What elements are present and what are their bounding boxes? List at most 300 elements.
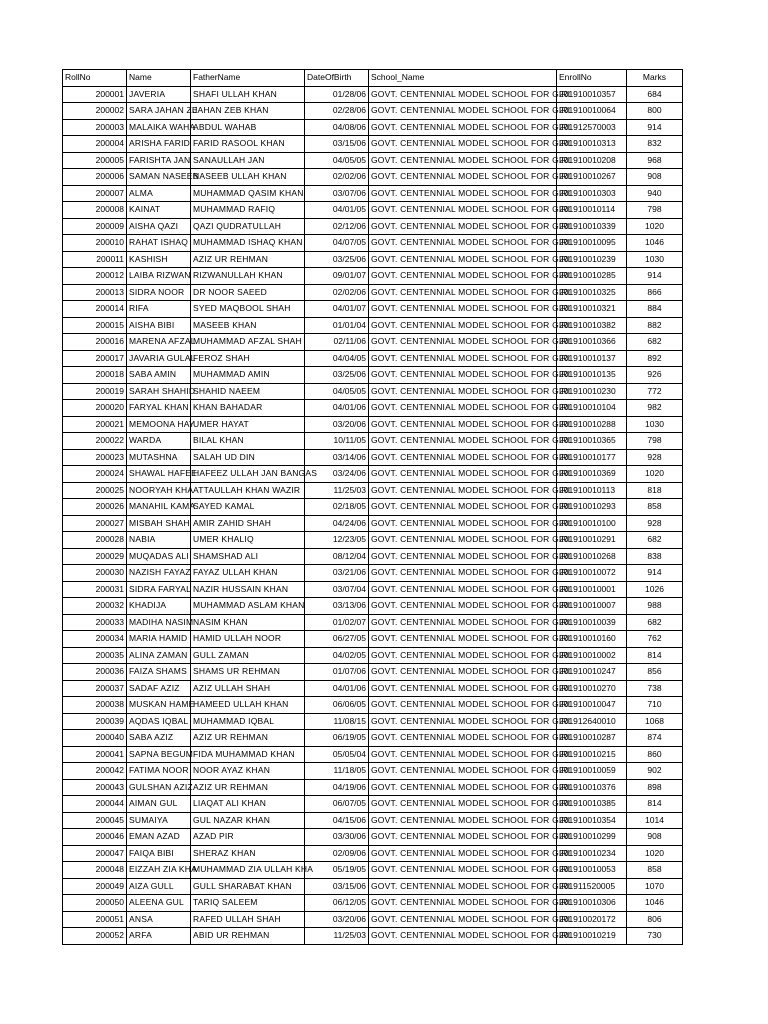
- enrollno-cell[interactable]: 201910010095: [557, 235, 627, 252]
- fathername-cell[interactable]: HAMEED ULLAH KHAN: [191, 697, 305, 714]
- fathername-cell[interactable]: ATTAULLAH KHAN WAZIR: [191, 482, 305, 499]
- enrollno-cell[interactable]: 201910010354: [557, 812, 627, 829]
- dob-cell[interactable]: 03/14/06: [305, 449, 369, 466]
- name-cell[interactable]: ARISHA FARID: [127, 136, 191, 153]
- enrollno-cell[interactable]: 201910010339: [557, 218, 627, 235]
- fathername-cell[interactable]: MUHAMMAD ASLAM KHAN: [191, 598, 305, 615]
- dob-cell[interactable]: 04/01/05: [305, 202, 369, 219]
- name-cell[interactable]: SAMAN NASEEB: [127, 169, 191, 186]
- marks-cell[interactable]: 908: [627, 169, 683, 186]
- name-cell[interactable]: LAIBA RIZWAN: [127, 268, 191, 285]
- enrollno-cell[interactable]: 201910010293: [557, 499, 627, 516]
- rollno-cell[interactable]: 200030: [63, 565, 127, 582]
- fathername-cell[interactable]: SHAMS UR REHMAN: [191, 664, 305, 681]
- enrollno-cell[interactable]: 201910010104: [557, 400, 627, 417]
- rollno-cell[interactable]: 200011: [63, 251, 127, 268]
- rollno-cell[interactable]: 200009: [63, 218, 127, 235]
- dob-cell[interactable]: 04/01/07: [305, 301, 369, 318]
- fathername-cell[interactable]: MUHAMMAD ISHAQ KHAN: [191, 235, 305, 252]
- rollno-cell[interactable]: 200044: [63, 796, 127, 813]
- fathername-cell[interactable]: SANAULLAH JAN: [191, 152, 305, 169]
- school-cell[interactable]: GOVT. CENTENNIAL MODEL SCHOOL FOR GIRL: [369, 598, 557, 615]
- fathername-cell[interactable]: NASEEB ULLAH KHAN: [191, 169, 305, 186]
- fathername-cell[interactable]: SHERAZ KHAN: [191, 845, 305, 862]
- enrollno-cell[interactable]: 201912570003: [557, 119, 627, 136]
- name-cell[interactable]: MUQADAS ALI: [127, 548, 191, 565]
- rollno-cell[interactable]: 200024: [63, 466, 127, 483]
- enrollno-cell[interactable]: 201910010234: [557, 845, 627, 862]
- fathername-cell[interactable]: GUL NAZAR KHAN: [191, 812, 305, 829]
- fathername-cell[interactable]: SHAFI ULLAH KHAN: [191, 86, 305, 103]
- enrollno-cell[interactable]: 201910010047: [557, 697, 627, 714]
- marks-cell[interactable]: 832: [627, 136, 683, 153]
- school-cell[interactable]: GOVT. CENTENNIAL MODEL SCHOOL FOR GIRL: [369, 515, 557, 532]
- enrollno-cell[interactable]: 201910010113: [557, 482, 627, 499]
- name-cell[interactable]: ALINA ZAMAN: [127, 647, 191, 664]
- fathername-cell[interactable]: SALAH UD DIN: [191, 449, 305, 466]
- enrollno-cell[interactable]: 201910010064: [557, 103, 627, 120]
- dob-cell[interactable]: 04/08/06: [305, 119, 369, 136]
- school-cell[interactable]: GOVT. CENTENNIAL MODEL SCHOOL FOR GIRL: [369, 367, 557, 384]
- school-cell[interactable]: GOVT. CENTENNIAL MODEL SCHOOL FOR GIRL: [369, 911, 557, 928]
- school-cell[interactable]: GOVT. CENTENNIAL MODEL SCHOOL FOR GIRL: [369, 796, 557, 813]
- fathername-cell[interactable]: SHAHID NAEEM: [191, 383, 305, 400]
- rollno-cell[interactable]: 200046: [63, 829, 127, 846]
- marks-cell[interactable]: 800: [627, 103, 683, 120]
- school-cell[interactable]: GOVT. CENTENNIAL MODEL SCHOOL FOR GIRL: [369, 647, 557, 664]
- school-cell[interactable]: GOVT. CENTENNIAL MODEL SCHOOL FOR GIRL: [369, 845, 557, 862]
- rollno-cell[interactable]: 200025: [63, 482, 127, 499]
- enrollno-cell[interactable]: 201910010247: [557, 664, 627, 681]
- col-header-school-name[interactable]: School_Name: [369, 70, 557, 87]
- rollno-cell[interactable]: 200032: [63, 598, 127, 615]
- marks-cell[interactable]: 1026: [627, 581, 683, 598]
- school-cell[interactable]: GOVT. CENTENNIAL MODEL SCHOOL FOR GIRL: [369, 812, 557, 829]
- rollno-cell[interactable]: 200001: [63, 86, 127, 103]
- marks-cell[interactable]: 914: [627, 119, 683, 136]
- rollno-cell[interactable]: 200043: [63, 779, 127, 796]
- dob-cell[interactable]: 04/15/06: [305, 812, 369, 829]
- dob-cell[interactable]: 04/05/05: [305, 152, 369, 169]
- enrollno-cell[interactable]: 201910010239: [557, 251, 627, 268]
- fathername-cell[interactable]: MUHAMMAD AFZAL SHAH: [191, 334, 305, 351]
- name-cell[interactable]: SAPNA BEGUM: [127, 746, 191, 763]
- fathername-cell[interactable]: BILAL KHAN: [191, 433, 305, 450]
- dob-cell[interactable]: 02/28/06: [305, 103, 369, 120]
- rollno-cell[interactable]: 200038: [63, 697, 127, 714]
- dob-cell[interactable]: 11/25/03: [305, 928, 369, 945]
- dob-cell[interactable]: 05/05/04: [305, 746, 369, 763]
- school-cell[interactable]: GOVT. CENTENNIAL MODEL SCHOOL FOR GIRL: [369, 532, 557, 549]
- col-header-rollno[interactable]: RollNo: [63, 70, 127, 87]
- marks-cell[interactable]: 1030: [627, 251, 683, 268]
- marks-cell[interactable]: 730: [627, 928, 683, 945]
- dob-cell[interactable]: 12/23/05: [305, 532, 369, 549]
- marks-cell[interactable]: 982: [627, 400, 683, 417]
- school-cell[interactable]: GOVT. CENTENNIAL MODEL SCHOOL FOR GIRL: [369, 268, 557, 285]
- enrollno-cell[interactable]: 201910010285: [557, 268, 627, 285]
- rollno-cell[interactable]: 200051: [63, 911, 127, 928]
- enrollno-cell[interactable]: 201910010299: [557, 829, 627, 846]
- dob-cell[interactable]: 03/25/06: [305, 367, 369, 384]
- col-header-name[interactable]: Name: [127, 70, 191, 87]
- marks-cell[interactable]: 1014: [627, 812, 683, 829]
- fathername-cell[interactable]: QAZI QUDRATULLAH: [191, 218, 305, 235]
- marks-cell[interactable]: 908: [627, 829, 683, 846]
- rollno-cell[interactable]: 200010: [63, 235, 127, 252]
- enrollno-cell[interactable]: 201910010219: [557, 928, 627, 945]
- rollno-cell[interactable]: 200016: [63, 334, 127, 351]
- marks-cell[interactable]: 798: [627, 202, 683, 219]
- rollno-cell[interactable]: 200004: [63, 136, 127, 153]
- name-cell[interactable]: ALEENA GUL: [127, 895, 191, 912]
- marks-cell[interactable]: 682: [627, 614, 683, 631]
- rollno-cell[interactable]: 200002: [63, 103, 127, 120]
- name-cell[interactable]: SHAWAL HAFEE: [127, 466, 191, 483]
- school-cell[interactable]: GOVT. CENTENNIAL MODEL SCHOOL FOR GIRL: [369, 862, 557, 879]
- rollno-cell[interactable]: 200047: [63, 845, 127, 862]
- fathername-cell[interactable]: AZAD PIR: [191, 829, 305, 846]
- name-cell[interactable]: GULSHAN AZIZ: [127, 779, 191, 796]
- dob-cell[interactable]: 01/28/06: [305, 86, 369, 103]
- rollno-cell[interactable]: 200017: [63, 350, 127, 367]
- name-cell[interactable]: ANSA: [127, 911, 191, 928]
- enrollno-cell[interactable]: 201910010325: [557, 284, 627, 301]
- fathername-cell[interactable]: NOOR AYAZ KHAN: [191, 763, 305, 780]
- fathername-cell[interactable]: FIDA MUHAMMAD KHAN: [191, 746, 305, 763]
- name-cell[interactable]: SADAF AZIZ: [127, 680, 191, 697]
- rollno-cell[interactable]: 200052: [63, 928, 127, 945]
- name-cell[interactable]: KHADIJA: [127, 598, 191, 615]
- fathername-cell[interactable]: MASEEB KHAN: [191, 317, 305, 334]
- fathername-cell[interactable]: NASIM KHAN: [191, 614, 305, 631]
- marks-cell[interactable]: 838: [627, 548, 683, 565]
- dob-cell[interactable]: 03/07/04: [305, 581, 369, 598]
- enrollno-cell[interactable]: 201910010382: [557, 317, 627, 334]
- name-cell[interactable]: SUMAIYA: [127, 812, 191, 829]
- fathername-cell[interactable]: UMER KHALIQ: [191, 532, 305, 549]
- school-cell[interactable]: GOVT. CENTENNIAL MODEL SCHOOL FOR GIRL: [369, 136, 557, 153]
- marks-cell[interactable]: 798: [627, 433, 683, 450]
- fathername-cell[interactable]: FARID RASOOL KHAN: [191, 136, 305, 153]
- school-cell[interactable]: GOVT. CENTENNIAL MODEL SCHOOL FOR GIRL: [369, 317, 557, 334]
- name-cell[interactable]: JAVARIA GULAL: [127, 350, 191, 367]
- rollno-cell[interactable]: 200007: [63, 185, 127, 202]
- enrollno-cell[interactable]: 201910010001: [557, 581, 627, 598]
- marks-cell[interactable]: 814: [627, 796, 683, 813]
- school-cell[interactable]: GOVT. CENTENNIAL MODEL SCHOOL FOR GIRL: [369, 928, 557, 945]
- name-cell[interactable]: SARAH SHAHID: [127, 383, 191, 400]
- dob-cell[interactable]: 04/05/05: [305, 383, 369, 400]
- name-cell[interactable]: RIFA: [127, 301, 191, 318]
- school-cell[interactable]: GOVT. CENTENNIAL MODEL SCHOOL FOR GIRL: [369, 482, 557, 499]
- school-cell[interactable]: GOVT. CENTENNIAL MODEL SCHOOL FOR GIRL: [369, 334, 557, 351]
- name-cell[interactable]: SIDRA NOOR: [127, 284, 191, 301]
- school-cell[interactable]: GOVT. CENTENNIAL MODEL SCHOOL FOR GIRL: [369, 713, 557, 730]
- school-cell[interactable]: GOVT. CENTENNIAL MODEL SCHOOL FOR GIRL: [369, 581, 557, 598]
- fathername-cell[interactable]: TARIQ SALEEM: [191, 895, 305, 912]
- rollno-cell[interactable]: 200031: [63, 581, 127, 598]
- school-cell[interactable]: GOVT. CENTENNIAL MODEL SCHOOL FOR GIRL: [369, 614, 557, 631]
- enrollno-cell[interactable]: 201910020172: [557, 911, 627, 928]
- dob-cell[interactable]: 03/24/06: [305, 466, 369, 483]
- school-cell[interactable]: GOVT. CENTENNIAL MODEL SCHOOL FOR GIRL: [369, 779, 557, 796]
- enrollno-cell[interactable]: 201910010177: [557, 449, 627, 466]
- rollno-cell[interactable]: 200020: [63, 400, 127, 417]
- rollno-cell[interactable]: 200029: [63, 548, 127, 565]
- marks-cell[interactable]: 940: [627, 185, 683, 202]
- school-cell[interactable]: GOVT. CENTENNIAL MODEL SCHOOL FOR GIRL: [369, 86, 557, 103]
- school-cell[interactable]: GOVT. CENTENNIAL MODEL SCHOOL FOR GIRL: [369, 350, 557, 367]
- name-cell[interactable]: SARA JAHAN ZE: [127, 103, 191, 120]
- fathername-cell[interactable]: FAYAZ ULLAH KHAN: [191, 565, 305, 582]
- marks-cell[interactable]: 1046: [627, 895, 683, 912]
- name-cell[interactable]: MUTASHNA: [127, 449, 191, 466]
- marks-cell[interactable]: 1046: [627, 235, 683, 252]
- enrollno-cell[interactable]: 201910010002: [557, 647, 627, 664]
- col-header-dateofbirth[interactable]: DateOfBirth: [305, 70, 369, 87]
- rollno-cell[interactable]: 200041: [63, 746, 127, 763]
- school-cell[interactable]: GOVT. CENTENNIAL MODEL SCHOOL FOR GIRL: [369, 400, 557, 417]
- fathername-cell[interactable]: RAFED ULLAH SHAH: [191, 911, 305, 928]
- school-cell[interactable]: GOVT. CENTENNIAL MODEL SCHOOL FOR GIRL: [369, 383, 557, 400]
- name-cell[interactable]: SABA AMIN: [127, 367, 191, 384]
- school-cell[interactable]: GOVT. CENTENNIAL MODEL SCHOOL FOR GIRL: [369, 680, 557, 697]
- enrollno-cell[interactable]: 201910010114: [557, 202, 627, 219]
- enrollno-cell[interactable]: 201910010059: [557, 763, 627, 780]
- name-cell[interactable]: FARISHTA JAN: [127, 152, 191, 169]
- enrollno-cell[interactable]: 201910010321: [557, 301, 627, 318]
- enrollno-cell[interactable]: 201910010291: [557, 532, 627, 549]
- marks-cell[interactable]: 858: [627, 862, 683, 879]
- rollno-cell[interactable]: 200036: [63, 664, 127, 681]
- enrollno-cell[interactable]: 201910010365: [557, 433, 627, 450]
- fathername-cell[interactable]: SHAMSHAD ALI: [191, 548, 305, 565]
- name-cell[interactable]: RAHAT ISHAQ: [127, 235, 191, 252]
- rollno-cell[interactable]: 200039: [63, 713, 127, 730]
- enrollno-cell[interactable]: 201910010208: [557, 152, 627, 169]
- fathername-cell[interactable]: MUHAMMAD ZIA ULLAH KHA: [191, 862, 305, 879]
- name-cell[interactable]: EMAN AZAD: [127, 829, 191, 846]
- dob-cell[interactable]: 03/07/06: [305, 185, 369, 202]
- school-cell[interactable]: GOVT. CENTENNIAL MODEL SCHOOL FOR GIRL: [369, 829, 557, 846]
- rollno-cell[interactable]: 200050: [63, 895, 127, 912]
- name-cell[interactable]: FAIZA SHAMS: [127, 664, 191, 681]
- dob-cell[interactable]: 05/19/05: [305, 862, 369, 879]
- name-cell[interactable]: FARYAL KHAN: [127, 400, 191, 417]
- name-cell[interactable]: ALMA: [127, 185, 191, 202]
- dob-cell[interactable]: 03/13/06: [305, 598, 369, 615]
- fathername-cell[interactable]: HAFEEZ ULLAH JAN BANGAS: [191, 466, 305, 483]
- fathername-cell[interactable]: DR NOOR SAEED: [191, 284, 305, 301]
- name-cell[interactable]: FAIQA BIBI: [127, 845, 191, 862]
- rollno-cell[interactable]: 200042: [63, 763, 127, 780]
- marks-cell[interactable]: 682: [627, 532, 683, 549]
- rollno-cell[interactable]: 200018: [63, 367, 127, 384]
- rollno-cell[interactable]: 200008: [63, 202, 127, 219]
- marks-cell[interactable]: 1020: [627, 845, 683, 862]
- school-cell[interactable]: GOVT. CENTENNIAL MODEL SCHOOL FOR GIRL: [369, 301, 557, 318]
- enrollno-cell[interactable]: 201910010267: [557, 169, 627, 186]
- marks-cell[interactable]: 902: [627, 763, 683, 780]
- dob-cell[interactable]: 02/11/06: [305, 334, 369, 351]
- name-cell[interactable]: JAVERIA: [127, 86, 191, 103]
- school-cell[interactable]: GOVT. CENTENNIAL MODEL SCHOOL FOR GIRL: [369, 103, 557, 120]
- name-cell[interactable]: AIMAN GUL: [127, 796, 191, 813]
- name-cell[interactable]: NAZISH FAYAZ: [127, 565, 191, 582]
- fathername-cell[interactable]: MUHAMMAD AMIN: [191, 367, 305, 384]
- enrollno-cell[interactable]: 201910010100: [557, 515, 627, 532]
- enrollno-cell[interactable]: 201910010366: [557, 334, 627, 351]
- name-cell[interactable]: EIZZAH ZIA KHA: [127, 862, 191, 879]
- school-cell[interactable]: GOVT. CENTENNIAL MODEL SCHOOL FOR GIRL: [369, 499, 557, 516]
- rollno-cell[interactable]: 200003: [63, 119, 127, 136]
- name-cell[interactable]: SABA AZIZ: [127, 730, 191, 747]
- rollno-cell[interactable]: 200040: [63, 730, 127, 747]
- rollno-cell[interactable]: 200037: [63, 680, 127, 697]
- enrollno-cell[interactable]: 201910010160: [557, 631, 627, 648]
- marks-cell[interactable]: 772: [627, 383, 683, 400]
- rollno-cell[interactable]: 200014: [63, 301, 127, 318]
- enrollno-cell[interactable]: 201910010230: [557, 383, 627, 400]
- enrollno-cell[interactable]: 201910010053: [557, 862, 627, 879]
- fathername-cell[interactable]: HAMID ULLAH NOOR: [191, 631, 305, 648]
- enrollno-cell[interactable]: 201910010313: [557, 136, 627, 153]
- rollno-cell[interactable]: 200006: [63, 169, 127, 186]
- enrollno-cell[interactable]: 201910010215: [557, 746, 627, 763]
- dob-cell[interactable]: 06/06/05: [305, 697, 369, 714]
- rollno-cell[interactable]: 200013: [63, 284, 127, 301]
- dob-cell[interactable]: 04/19/06: [305, 779, 369, 796]
- enrollno-cell[interactable]: 201910010270: [557, 680, 627, 697]
- dob-cell[interactable]: 09/01/07: [305, 268, 369, 285]
- name-cell[interactable]: AISHA BIBI: [127, 317, 191, 334]
- dob-cell[interactable]: 06/27/05: [305, 631, 369, 648]
- name-cell[interactable]: MARENA AFZAL: [127, 334, 191, 351]
- enrollno-cell[interactable]: 201910010287: [557, 730, 627, 747]
- dob-cell[interactable]: 02/18/05: [305, 499, 369, 516]
- school-cell[interactable]: GOVT. CENTENNIAL MODEL SCHOOL FOR GIRL: [369, 251, 557, 268]
- marks-cell[interactable]: 866: [627, 284, 683, 301]
- rollno-cell[interactable]: 200023: [63, 449, 127, 466]
- marks-cell[interactable]: 1020: [627, 466, 683, 483]
- fathername-cell[interactable]: SYED MAQBOOL SHAH: [191, 301, 305, 318]
- enrollno-cell[interactable]: 201910010376: [557, 779, 627, 796]
- dob-cell[interactable]: 03/21/06: [305, 565, 369, 582]
- marks-cell[interactable]: 1068: [627, 713, 683, 730]
- dob-cell[interactable]: 04/24/06: [305, 515, 369, 532]
- rollno-cell[interactable]: 200005: [63, 152, 127, 169]
- name-cell[interactable]: AIZA GULL: [127, 878, 191, 895]
- school-cell[interactable]: GOVT. CENTENNIAL MODEL SCHOOL FOR GIRL: [369, 895, 557, 912]
- dob-cell[interactable]: 03/15/06: [305, 136, 369, 153]
- rollno-cell[interactable]: 200034: [63, 631, 127, 648]
- rollno-cell[interactable]: 200045: [63, 812, 127, 829]
- rollno-cell[interactable]: 200019: [63, 383, 127, 400]
- marks-cell[interactable]: 738: [627, 680, 683, 697]
- school-cell[interactable]: GOVT. CENTENNIAL MODEL SCHOOL FOR GIRL: [369, 565, 557, 582]
- dob-cell[interactable]: 11/18/05: [305, 763, 369, 780]
- enrollno-cell[interactable]: 201910010385: [557, 796, 627, 813]
- enrollno-cell[interactable]: 201910010039: [557, 614, 627, 631]
- fathername-cell[interactable]: SAYED KAMAL: [191, 499, 305, 516]
- marks-cell[interactable]: 892: [627, 350, 683, 367]
- fathername-cell[interactable]: MUHAMMAD IQBAL: [191, 713, 305, 730]
- school-cell[interactable]: GOVT. CENTENNIAL MODEL SCHOOL FOR GIRL: [369, 878, 557, 895]
- fathername-cell[interactable]: GULL ZAMAN: [191, 647, 305, 664]
- enrollno-cell[interactable]: 201910010135: [557, 367, 627, 384]
- marks-cell[interactable]: 898: [627, 779, 683, 796]
- rollno-cell[interactable]: 200021: [63, 416, 127, 433]
- marks-cell[interactable]: 928: [627, 515, 683, 532]
- school-cell[interactable]: GOVT. CENTENNIAL MODEL SCHOOL FOR GIRL: [369, 697, 557, 714]
- name-cell[interactable]: MISBAH SHAH: [127, 515, 191, 532]
- school-cell[interactable]: GOVT. CENTENNIAL MODEL SCHOOL FOR GIRL: [369, 169, 557, 186]
- dob-cell[interactable]: 08/12/04: [305, 548, 369, 565]
- marks-cell[interactable]: 682: [627, 334, 683, 351]
- enrollno-cell[interactable]: 201911520005: [557, 878, 627, 895]
- name-cell[interactable]: AISHA QAZI: [127, 218, 191, 235]
- fathername-cell[interactable]: UMER HAYAT: [191, 416, 305, 433]
- marks-cell[interactable]: 914: [627, 565, 683, 582]
- school-cell[interactable]: GOVT. CENTENNIAL MODEL SCHOOL FOR GIRL: [369, 416, 557, 433]
- dob-cell[interactable]: 11/08/15: [305, 713, 369, 730]
- rollno-cell[interactable]: 200012: [63, 268, 127, 285]
- fathername-cell[interactable]: RIZWANULLAH KHAN: [191, 268, 305, 285]
- dob-cell[interactable]: 02/12/06: [305, 218, 369, 235]
- school-cell[interactable]: GOVT. CENTENNIAL MODEL SCHOOL FOR GIRL: [369, 119, 557, 136]
- marks-cell[interactable]: 860: [627, 746, 683, 763]
- rollno-cell[interactable]: 200033: [63, 614, 127, 631]
- name-cell[interactable]: KASHISH: [127, 251, 191, 268]
- dob-cell[interactable]: 02/09/06: [305, 845, 369, 862]
- marks-cell[interactable]: 1070: [627, 878, 683, 895]
- rollno-cell[interactable]: 200026: [63, 499, 127, 516]
- name-cell[interactable]: WARDA: [127, 433, 191, 450]
- school-cell[interactable]: GOVT. CENTENNIAL MODEL SCHOOL FOR GIRL: [369, 235, 557, 252]
- rollno-cell[interactable]: 200022: [63, 433, 127, 450]
- fathername-cell[interactable]: LIAQAT ALI KHAN: [191, 796, 305, 813]
- enrollno-cell[interactable]: 201910010369: [557, 466, 627, 483]
- marks-cell[interactable]: 1020: [627, 218, 683, 235]
- dob-cell[interactable]: 04/04/05: [305, 350, 369, 367]
- enrollno-cell[interactable]: 201910010268: [557, 548, 627, 565]
- marks-cell[interactable]: 884: [627, 301, 683, 318]
- dob-cell[interactable]: 03/25/06: [305, 251, 369, 268]
- enrollno-cell[interactable]: 201910010072: [557, 565, 627, 582]
- dob-cell[interactable]: 04/02/05: [305, 647, 369, 664]
- fathername-cell[interactable]: GULL SHARABAT KHAN: [191, 878, 305, 895]
- enrollno-cell[interactable]: 201910010288: [557, 416, 627, 433]
- rollno-cell[interactable]: 200015: [63, 317, 127, 334]
- dob-cell[interactable]: 06/07/05: [305, 796, 369, 813]
- school-cell[interactable]: GOVT. CENTENNIAL MODEL SCHOOL FOR GIRL: [369, 746, 557, 763]
- name-cell[interactable]: MANAHIL KAMA: [127, 499, 191, 516]
- enrollno-cell[interactable]: 201910010137: [557, 350, 627, 367]
- name-cell[interactable]: FATIMA NOOR: [127, 763, 191, 780]
- name-cell[interactable]: SIDRA FARYAL: [127, 581, 191, 598]
- col-header-fathername[interactable]: FatherName: [191, 70, 305, 87]
- dob-cell[interactable]: 06/19/05: [305, 730, 369, 747]
- school-cell[interactable]: GOVT. CENTENNIAL MODEL SCHOOL FOR GIRL: [369, 631, 557, 648]
- dob-cell[interactable]: 04/01/06: [305, 400, 369, 417]
- rollno-cell[interactable]: 200048: [63, 862, 127, 879]
- fathername-cell[interactable]: ABDUL WAHAB: [191, 119, 305, 136]
- dob-cell[interactable]: 01/02/07: [305, 614, 369, 631]
- fathername-cell[interactable]: NAZIR HUSSAIN KHAN: [191, 581, 305, 598]
- marks-cell[interactable]: 806: [627, 911, 683, 928]
- fathername-cell[interactable]: AMIR ZAHID SHAH: [191, 515, 305, 532]
